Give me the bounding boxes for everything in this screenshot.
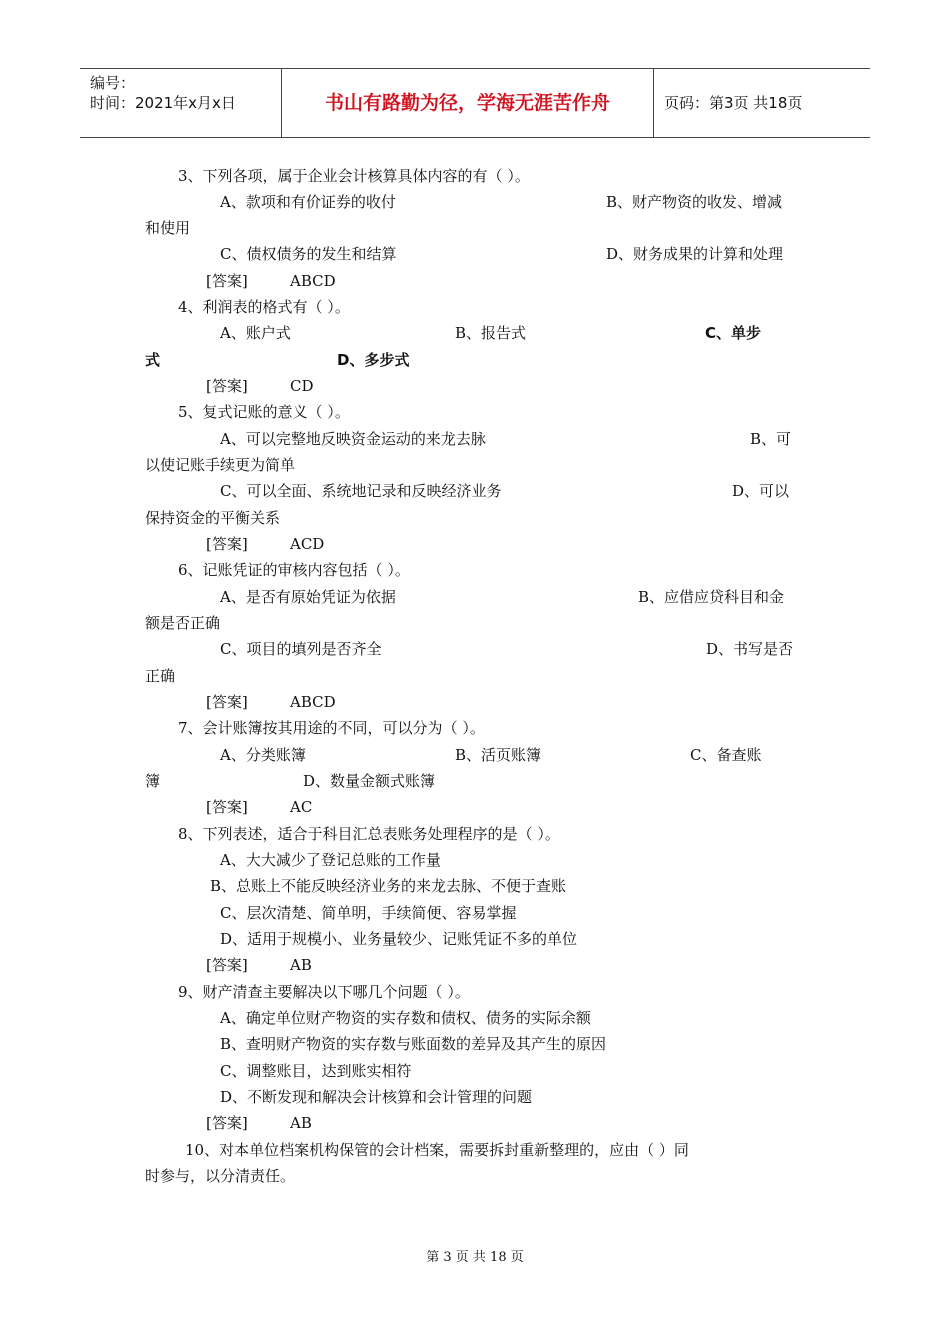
- q5-option-b: B、可: [750, 430, 792, 448]
- q3-option-d: D、财务成果的计算和处理: [606, 245, 784, 263]
- q7-option-d: D、数量金额式账簿: [303, 772, 436, 790]
- time-label: 时间：2021年x月x日: [90, 94, 236, 112]
- q7-option-b: B、活页账簿: [455, 746, 542, 764]
- q8-option-a: A、大大减少了登记总账的工作量: [220, 851, 441, 869]
- q7-answer-label: [答案]: [206, 798, 248, 816]
- q6-option-d: D、书写是否: [706, 640, 794, 658]
- q4-option-d: D、多步式: [337, 351, 410, 369]
- q4-answer-label: [答案]: [206, 377, 248, 395]
- q9-option-a: A、确定单位财产物资的实存数和债权、债务的实际余额: [220, 1009, 591, 1027]
- q4-option-b: B、报告式: [455, 324, 527, 342]
- q4-option-c: C、单步: [705, 324, 762, 342]
- q5-stem: 5、复式记账的意义（ ）。: [178, 403, 350, 421]
- q4-stem: 4、利润表的格式有（ ）。: [178, 298, 350, 316]
- q5-option-a: A、可以完整地反映资金运动的来龙去脉: [220, 430, 486, 448]
- q3-option-a: A、款项和有价证券的收付: [220, 193, 396, 211]
- q4-answer: CD: [290, 377, 314, 395]
- header-meta: [80, 69, 282, 137]
- q8-option-d: D、适用于规模小、业务量较少、记账凭证不多的单位: [220, 930, 578, 948]
- q9-answer-label: [答案]: [206, 1114, 248, 1132]
- q3-option-c: C、债权债务的发生和结算: [220, 245, 397, 263]
- q5-answer: ACD: [290, 535, 325, 553]
- q5-option-d: D、可以: [732, 482, 790, 500]
- q8-answer-label: [答案]: [206, 956, 248, 974]
- q7-option-a: A、分类账簿: [220, 746, 306, 764]
- q8-option-c: C、层次清楚、简单明，手续简便、容易掌握: [220, 904, 517, 922]
- q7-stem: 7、会计账簿按其用途的不同，可以分为（ ）。: [178, 719, 485, 737]
- q6-answer: ABCD: [290, 693, 336, 711]
- header-motto: 书山有路勤为径，学海无涯苦作舟: [282, 69, 654, 137]
- q5-answer-label: [答案]: [206, 535, 248, 553]
- q7-option-c-cont: 簿: [145, 772, 161, 790]
- q6-option-c: C、项目的填列是否齐全: [220, 640, 382, 658]
- q7-option-c: C、备查账: [690, 746, 762, 764]
- q9-answer: AB: [290, 1114, 312, 1132]
- q3-answer-label: [答案]: [206, 272, 248, 290]
- q9-stem: 9、财产清查主要解决以下哪几个问题（ ）。: [178, 983, 470, 1001]
- page-footer: 第 3 页 共 18 页: [426, 1250, 524, 1265]
- q10-stem: 10、对本单位档案机构保管的会计档案，需要拆封重新整理的，应由（ ）同: [185, 1141, 689, 1159]
- q3-answer: ABCD: [290, 272, 336, 290]
- q9-option-c: C、调整账目，达到账实相符: [220, 1062, 412, 1080]
- q9-option-d: D、不断发现和解决会计核算和会计管理的问题: [220, 1088, 533, 1106]
- q3-option-b: B、财产物资的收发、增减: [606, 193, 783, 211]
- page-header: [80, 68, 870, 138]
- q5-option-d-cont: 保持资金的平衡关系: [145, 509, 281, 527]
- q8-stem: 8、下列表述，适合于科目汇总表账务处理程序的是（ ）。: [178, 825, 560, 843]
- q7-answer: AC: [290, 798, 313, 816]
- q3-option-b-cont: 和使用: [145, 219, 191, 237]
- q5-option-c: C、可以全面、系统地记录和反映经济业务: [220, 482, 502, 500]
- header-page-info: 页码：第3页 共18页: [664, 94, 803, 112]
- q8-answer: AB: [290, 956, 312, 974]
- q8-option-b: B、总账上不能反映经济业务的来龙去脉、不便于查账: [210, 877, 567, 895]
- q4-option-a: A、账户式: [220, 324, 291, 342]
- q10-stem-cont: 时参与，以分清责任。: [145, 1167, 296, 1185]
- q3-stem: 3、下列各项，属于企业会计核算具体内容的有（ ）。: [178, 167, 530, 185]
- q5-option-b-cont: 以使记账手续更为简单: [145, 456, 296, 474]
- q6-option-a: A、是否有原始凭证为依据: [220, 588, 396, 606]
- q6-answer-label: [答案]: [206, 693, 248, 711]
- q6-option-b-cont: 额是否正确: [145, 614, 221, 632]
- q9-option-b: B、查明财产物资的实存数与账面数的差异及其产生的原因: [220, 1035, 607, 1053]
- q6-option-d-cont: 正确: [145, 667, 176, 685]
- code-label: 编号：: [90, 74, 136, 92]
- q6-option-b: B、应借应贷科目和金: [638, 588, 785, 606]
- q4-option-c-cont: 式: [145, 351, 161, 369]
- q6-stem: 6、记账凭证的审核内容包括（ ）。: [178, 561, 410, 579]
